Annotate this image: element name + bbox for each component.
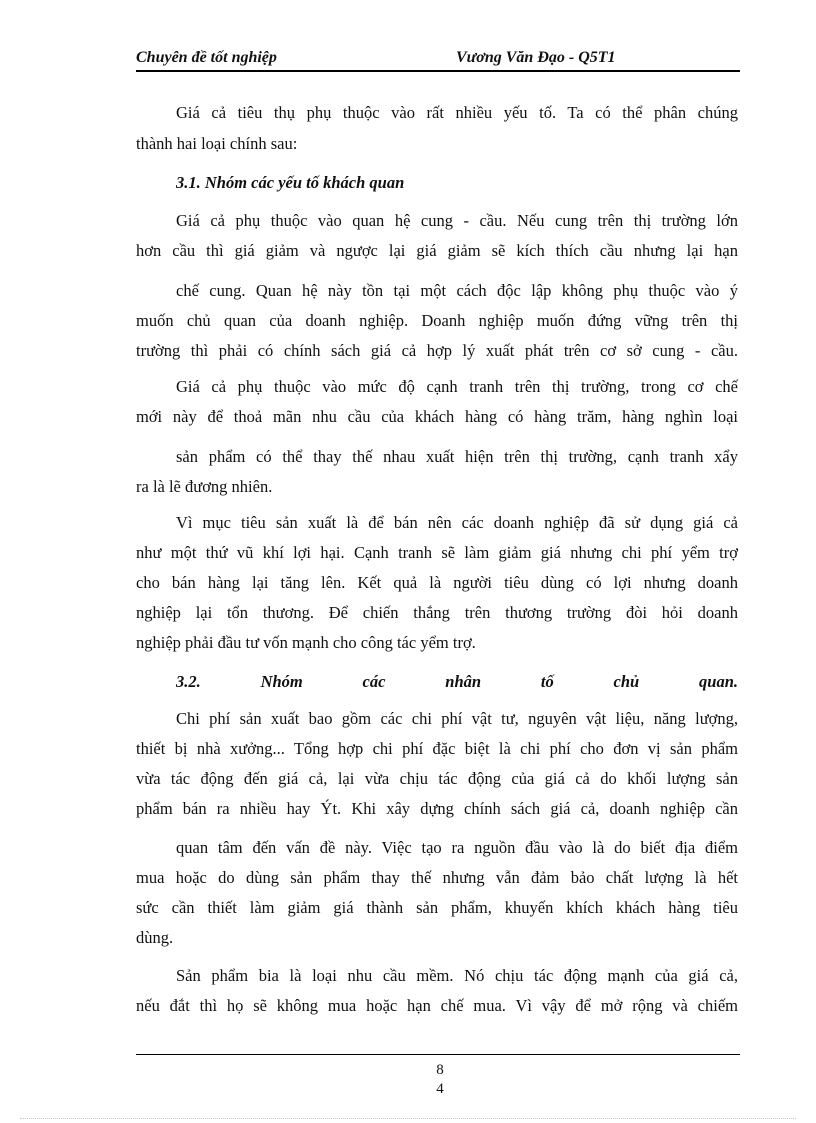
paragraph-line: ra là lẽ đương nhiên. (136, 477, 273, 496)
paragraph-line: cho bán hàng lại tăng lên. Kết quả là người tiêu dùng có lợi nhưng doanh (136, 573, 738, 592)
paragraph-line: hơn cầu thì giá giảm và ngược lại giá giảm sẽ kích thích cầu nhưng lại hạn (136, 241, 738, 260)
paragraph-line: nghiệp phải đầu tư vốn mạnh cho công tác yểm trợ. (136, 633, 476, 652)
paragraph-line: vừa tác động đến giá cả, lại vừa chịu tác động của giá cả do khối lượng sản (136, 769, 738, 788)
paragraph-line: dùng. (136, 928, 174, 947)
page-header (136, 49, 740, 71)
page-edge-divider (20, 1118, 796, 1119)
header-title-left: Chuyên đề tốt nghiệp (136, 49, 277, 66)
footer-rule (136, 1054, 740, 1055)
paragraph-line: mới này để thoả mãn nhu cầu của khách hàng có hàng trăm, hàng nghìn loại (136, 407, 738, 426)
paragraph-line: trường thì phải có chính sách giá cả hợp lý xuất phát trên cơ sở cung - cầu. (136, 341, 738, 360)
paragraph-line: phẩm bán ra nhiều hay Ýt. Khi xây dựng chính sách giá cả, doanh nghiệp cần (136, 799, 738, 818)
section-heading: 3.1. Nhóm các yếu tố khách quan (176, 173, 405, 192)
paragraph-line: quan tâm đến vấn đề này. Việc tạo ra nguồn đầu vào là do biết địa điểm (176, 838, 738, 857)
paragraph-line: thành hai loại chính sau: (136, 134, 298, 153)
paragraph-line: Giá cả phụ thuộc vào mức độ cạnh tranh trên thị trường, trong cơ chế (176, 377, 738, 396)
paragraph-line: thiết bị nhà xưởng... Tổng hợp chi phí đặc biệt là chi phí cho đơn vị sản phẩm (136, 739, 738, 758)
paragraph-line: nếu đắt thì họ sẽ không mua hoặc hạn chế mua. Vì vậy để mở rộng và chiếm (136, 996, 738, 1015)
paragraph-line: nghiệp lại tổn thương. Để chiến thắng trên thương trường đòi hỏi doanh (136, 603, 738, 622)
paragraph-line: mua hoặc do dùng sản phẩm thay thế nhưng vẫn đảm bảo chất lượng là hết (136, 868, 738, 887)
paragraph-line: như một thứ vũ khí lợi hại. Cạnh tranh sẽ làm giảm giá nhưng chi phí yểm trợ (136, 543, 738, 562)
paragraph-line: sức cần thiết làm giảm giá thành sản phẩm, khuyến khích khách hàng tiêu (136, 898, 738, 917)
header-rule (136, 70, 740, 72)
header-author-right: Vương Văn Đạo - Q5T1 (456, 49, 616, 66)
paragraph-line: Vì mục tiêu sản xuất là để bán nên các doanh nghiệp đã sử dụng giá cả (176, 513, 738, 532)
paragraph-line: chế cung. Quan hệ này tồn tại một cách độc lập không phụ thuộc vào ý (176, 281, 738, 300)
paragraph-line: Giá cả phụ thuộc vào quan hệ cung - cầu. Nếu cung trên thị trường lớn (176, 211, 738, 230)
section-heading: 3.2. Nhóm các nhân tố chủ quan. (176, 672, 738, 691)
page-number-bottom: 4 (436, 1081, 444, 1097)
paragraph-line: Chi phí sản xuất bao gồm các chi phí vật tư, nguyên vật liệu, năng lượng, (176, 709, 738, 728)
page-number-top: 8 (436, 1062, 444, 1078)
paragraph-line: sản phẩm có thể thay thế nhau xuất hiện trên thị trường, cạnh tranh xẩy (176, 447, 738, 466)
paragraph-line: Sản phẩm bia là loại nhu cầu mềm. Nó chịu tác động mạnh của giá cả, (176, 966, 738, 985)
paragraph-line: muốn chủ quan của doanh nghiệp. Doanh nghiệp muốn đứng vững trên thị (136, 311, 738, 330)
paragraph-line: Giá cả tiêu thụ phụ thuộc vào rất nhiều yếu tố. Ta có thể phân chúng (176, 103, 738, 122)
